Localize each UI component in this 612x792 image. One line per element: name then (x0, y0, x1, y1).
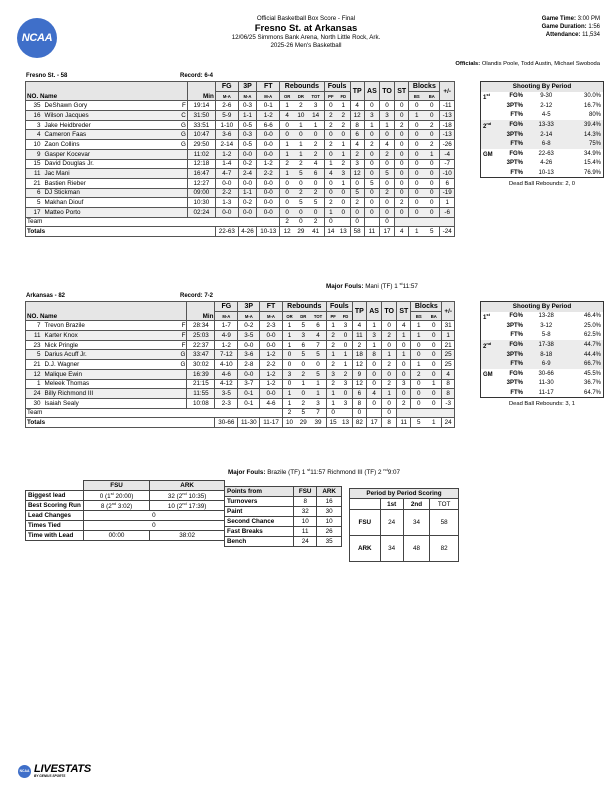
player-row: 23 Nick Pringle F 22:37 1-2 0-0 0-0 1 6 7 2 0 2 1 0 0 0 0 21 (26, 340, 455, 350)
player-name: Karter Knox (44, 331, 177, 341)
shooting-row: FT% 4-5 80% (510, 112, 601, 119)
shooting-row: GM FG% 22-63 34.9% (483, 150, 601, 159)
player-name: Jake Heidbreder (44, 120, 178, 130)
shooting-row: 3PT% 11-30 36.7% (506, 380, 601, 387)
report-subtitle: Official Basketball Box Score - Final (256, 15, 356, 22)
player-name: Darius Acuff Jr. (44, 350, 177, 360)
player-name: Billy Richmond III (44, 389, 177, 399)
lead-summary-table: FSU ARK Biggest lead 0 (1st 20:00) 32 (2nd 10:35) Best Scoring Run 8 (2nd 3:02) 10 (2nd 17:39) Lead Changes 0 Times Tied 0 Time with Lead 00:00 38:02 (25, 480, 225, 541)
shooting-row: 2nd FG% 13-33 39.4% (481, 120, 604, 130)
player-row: 11 Karter Knox F 25:03 4-9 3-5 0-0 1 3 4 2 0 11 3 2 1 1 0 1 (26, 331, 455, 341)
player-name: Gasper Kocevar (44, 149, 178, 159)
shooting-row: 1st FG% 13-28 46.4% (483, 311, 601, 321)
player-row: 12 Malique Ewin 16:39 4-6 0-0 1-2 3 2 5 3 2 9 0 0 0 2 0 4 (26, 369, 455, 379)
shooting-row: FT% 6-9 66.7% (481, 359, 604, 369)
shooting-row: FT% 5-8 62.5% (510, 332, 601, 339)
player-row: 6 DJ Stickman 09:00 2-2 1-1 0-0 0 2 2 0 0 5 0 2 0 0 0 -19 (26, 188, 455, 198)
home-team-record: Record: 7-2 (180, 293, 214, 299)
col-min: Min (187, 302, 215, 321)
player-name: Cameron Faas (44, 130, 178, 140)
shooting-row: GM FG% 30-66 45.5% (483, 370, 601, 379)
player-name: Malique Ewin (44, 369, 177, 379)
player-row: 7 Trevon Brazile F 28:34 1-7 0-2 2-3 1 5 6 1 3 4 1 0 4 1 0 31 (26, 321, 455, 331)
player-row: 9 Gasper Kocevar 11:02 1-2 0-0 0-0 1 1 2 0 1 2 0 2 0 0 1 -4 (26, 149, 455, 159)
col-ark: ARK (150, 481, 225, 491)
period-scoring-table: Period by Period Scoring 1st 2nd TOT FSU 24 34 58 ARK 34 48 82 (349, 488, 459, 562)
shooting-row: 3PT% 8-18 44.4% (481, 350, 604, 360)
player-row: 35 DeShawn Gory F 19:14 2-6 0-3 0-1 1 2 3 0 1 4 0 0 0 0 0 -11 (26, 101, 455, 111)
player-row: 5 Makhan Diouf 10:30 1-3 0-2 0-0 0 5 5 2 0 2 0 0 2 0 0 1 (26, 198, 455, 208)
player-row: 21 D.J. Wagner G 30:02 4-10 2-8 2-2 0 0 0 2 1 12 0 2 0 1 0 25 (26, 360, 455, 370)
officials: Officials: Olandis Poole, Todd Austin, Michael Swoboda (455, 61, 600, 67)
player-name: Jac Mani (44, 169, 178, 179)
home-major-fouls: Major Fouls: Brazile (TF) 1 $^{st}$11:57 Richmond III (TF) 2 $^{nd}$9:07 (228, 467, 400, 477)
col-fsu: FSU (83, 481, 149, 491)
totals-row: Totals 22-63 4-26 10-13 12 29 41 14 13 58 11 17 4 1 5 -24 (26, 227, 455, 237)
away-team-score: Fresno St. - 58 (26, 73, 68, 79)
shooting-row: 3PT% 4-26 15.4% (506, 160, 601, 167)
player-name: Nick Pringle (44, 340, 177, 350)
player-row: 5 Darius Acuff Jr. G 33:47 7-12 3-6 1-2 0 5 5 1 1 18 8 1 1 0 0 25 (26, 350, 455, 360)
header-center (150, 15, 462, 50)
player-name: Isaiah Sealy (44, 398, 177, 408)
away-box-score: NO. Name Min FG 3P FT Rebounds Fouls TP AS TO ST Blocks +/- M-A M-A M-A OR DR TOT PF FD BS BA 35 DeShawn Gory F 19:14 2-6 0-3 0-1 1 2 3 0 1 4 0 0 0 0 0 -11 16 Wilson Jacques C 31:50 5-9 1-1 1-2 4 10 14 2 2 12 3 3 0 1 0 -13 3 Jake Heidbreder G 33:51 1-10 0-5 6-6 0 1 1 2 2 8 1 1 2 0 2 -18 4 Cameron Faas G 10:47 3-6 0-3 0-0 0 0 0 0 0 6 0 0 0 0 0 -13 10 Zaon Collins G 29:50 2-14 0-5 0-0 1 1 2 2 1 4 2 4 0 0 2 -26 9 Gasper Kocevar 11:02 1-2 0-0 0-0 1 1 2 0 1 2 0 2 0 0 1 -4 15 David Douglas Jr. 12:18 1-4 0-2 1-2 2 2 4 1 2 3 0 0 0 0 0 -7 11 Jac Mani 16:47 4-7 2-4 2-2 1 5 6 4 3 12 0 5 0 0 0 -10 21 Bastien Rieber 12:27 0-0 0-0 0-0 0 0 0 0 1 0 5 0 0 0 0 6 6 DJ Stickman 09:00 2-2 1-1 0-0 0 2 2 0 0 5 0 2 0 0 0 -19 5 Makhan Diouf 10:30 1-3 0-2 0-0 0 5 5 2 0 2 0 0 2 0 0 1 17 Matteo Porto 02:24 0-0 0-0 0-0 0 0 0 1 0 0 0 0 0 0 0 -6 Team 2 0 2 0 0 0 Totals 22-63 4-26 10-13 12 29 41 14 13 58 11 17 4 1 5 -24 (25, 81, 455, 237)
totals-row: Totals 30-66 11-30 11-17 10 29 39 15 13 82 17 8 11 5 1 24 (26, 418, 455, 428)
game-duration: 1:56 (588, 24, 600, 30)
home-shooting-by-period: Shooting By Period 1st FG% 13-28 46.4% 3PT% 3-12 25.0% FT% 5-8 62.5% 2nd FG% 17-38 44.7% 3PT% 8-18 44.4% FT% 6-9 66.7% GM FG% 30-66 45.5% 3PT% 11-30 36.7% FT% 11-17 64.7% Dead Ball Rebounds: 3, 1 (480, 301, 604, 407)
game-title: Fresno St. at Arkansas (254, 23, 358, 34)
col-min: Min (187, 82, 215, 101)
player-row: 16 Wilson Jacques C 31:50 5-9 1-1 1-2 4 10 14 2 2 12 3 3 0 1 0 -13 (26, 111, 455, 121)
player-row: 30 Isaiah Sealy 10:08 2-3 0-1 4-6 1 2 3 1 3 8 0 0 2 0 0 -3 (26, 398, 455, 408)
player-row: 21 Bastien Rieber 12:27 0-0 0-0 0-0 0 0 0 0 1 0 5 0 0 0 0 6 (26, 178, 455, 188)
attendance: 11,534 (582, 32, 600, 38)
season-line: 2025-26 Men's Basketball (270, 42, 342, 49)
player-name: Matteo Porto (44, 207, 178, 217)
away-team-record: Record: 6-4 (180, 73, 214, 79)
player-name: Trevon Brazile (44, 321, 177, 331)
venue-line: 12/06/25 Simmons Bank Arena, North Little Rock, Ark. (231, 34, 381, 41)
dead-ball-rebounds: Dead Ball Rebounds: 2, 0 (508, 181, 576, 188)
player-row: 15 David Douglas Jr. 12:18 1-4 0-2 1-2 2 2 4 1 2 3 0 0 0 0 0 -7 (26, 159, 455, 169)
home-box-score: NO. Name Min FG 3P FT Rebounds Fouls TP AS TO ST Blocks +/- M-A M-A M-A OR DR TOT PF FD BS BA 7 Trevon Brazile F 28:34 1-7 0-2 2-3 1 5 6 1 3 4 1 0 4 1 0 31 11 Karter Knox F 25:03 4-9 3-5 0-0 1 3 4 2 0 11 3 2 1 1 0 1 23 Nick Pringle F 22:37 1-2 0-0 0-0 1 6 7 2 0 2 1 0 0 0 0 21 5 Darius Acuff Jr. G 33:47 7-12 3-6 1-2 0 5 5 1 1 18 8 1 1 0 0 25 21 D.J. Wagner G 30:02 4-10 2-8 2-2 0 0 0 2 1 12 0 2 0 1 0 25 12 Malique Ewin 16:39 4-6 0-0 1-2 3 2 5 3 2 9 0 0 0 2 0 4 1 Meleek Thomas 21:15 4-12 3-7 1-2 0 1 1 2 3 12 0 2 3 0 1 8 24 Billy Richmond III 11:55 3-5 0-1 0-0 1 0 1 1 0 6 4 1 0 0 0 8 30 Isaiah Sealy 10:08 2-3 0-1 4-6 1 2 3 1 3 8 0 0 2 0 0 -3 Team 2 5 7 0 0 0 Totals 30-66 11-30 11-17 10 29 39 15 13 82 17 8 11 5 1 24 (25, 301, 455, 428)
player-name: DJ Stickman (44, 188, 178, 198)
player-row: 10 Zaon Collins G 29:50 2-14 0-5 0-0 1 1 2 2 1 4 2 4 0 0 2 -26 (26, 140, 455, 150)
col-no-name: NO. Name (26, 302, 177, 321)
game-info: Game Time: 3:00 PM Game Duration: 1:56 Attendance: 11,534 (541, 16, 600, 38)
dead-ball-rebounds: Dead Ball Rebounds: 3, 1 (508, 401, 576, 408)
player-name: Wilson Jacques (44, 111, 178, 121)
shooting-row: 1st FG% 9-30 30.0% (483, 91, 601, 101)
shooting-row: FT% 11-17 64.7% (510, 389, 601, 396)
player-row: 11 Jac Mani 16:47 4-7 2-4 2-2 1 5 6 4 3 12 0 5 0 0 0 -10 (26, 169, 455, 179)
away-major-fouls: Major Fouls: Mani (TF) 1 $^{st}$11:57 (326, 281, 418, 291)
shooting-row: 3PT% 3-12 25.0% (506, 322, 601, 329)
player-row: 17 Matteo Porto 02:24 0-0 0-0 0-0 0 0 0 1 0 0 0 0 0 0 0 -6 (26, 207, 455, 217)
player-row: 4 Cameron Faas G 10:47 3-6 0-3 0-0 0 0 0 0 0 6 0 0 0 0 0 -13 (26, 130, 455, 140)
shooting-row: FT% 6-8 75% (481, 139, 604, 149)
shooting-row: 3PT% 2-12 16.7% (506, 102, 601, 109)
points-from-table: Points from FSU ARK Turnovers 8 16 Paint 32 30 Second Chance 10 10 Fast Breaks 11 26 Bench 24 35 (224, 486, 342, 547)
shooting-row: 2nd FG% 17-38 44.7% (481, 340, 604, 350)
player-row: 3 Jake Heidbreder G 33:51 1-10 0-5 6-6 0 1 1 2 2 8 1 1 2 0 2 -18 (26, 120, 455, 130)
shooting-row: FT% 10-13 76.9% (510, 169, 601, 176)
player-row: 24 Billy Richmond III 11:55 3-5 0-1 0-0 1 0 1 1 0 6 4 1 0 0 0 8 (26, 389, 455, 399)
home-team-score: Arkansas - 82 (26, 293, 66, 299)
player-name: Bastien Rieber (44, 178, 178, 188)
livestats-logo: NCAA LIVESTATS BY GENIUS SPORTS (19, 763, 92, 778)
player-row: 1 Meleek Thomas 21:15 4-12 3-7 1-2 0 1 1 2 3 12 0 2 3 0 1 8 (26, 379, 455, 389)
player-name: Makhan Diouf (44, 198, 178, 208)
player-name: Meleek Thomas (44, 379, 177, 389)
player-name: D.J. Wagner (44, 360, 177, 370)
player-name: Zaon Collins (44, 140, 178, 150)
team-row: Team 2 5 7 0 0 0 (26, 408, 455, 418)
shooting-row: 3PT% 2-14 14.3% (481, 130, 604, 140)
team-row: Team 2 0 2 0 0 0 (26, 217, 455, 227)
col-no-name: NO. Name (26, 82, 178, 101)
game-time: 3:00 PM (577, 16, 600, 22)
away-shooting-by-period: Shooting By Period 1st FG% 9-30 30.0% 3PT% 2-12 16.7% FT% 4-5 80% 2nd FG% 13-33 39.4% 3PT% 2-14 14.3% FT% 6-8 75% GM FG% 22-63 34.9% 3PT% 4-26 15.4% FT% 10-13 76.9% Dead Ball Rebounds: 2, 0 (480, 81, 604, 187)
ncaa-logo: NCAA (17, 18, 57, 58)
player-name: David Douglas Jr. (44, 159, 178, 169)
player-name: DeShawn Gory (44, 101, 178, 111)
